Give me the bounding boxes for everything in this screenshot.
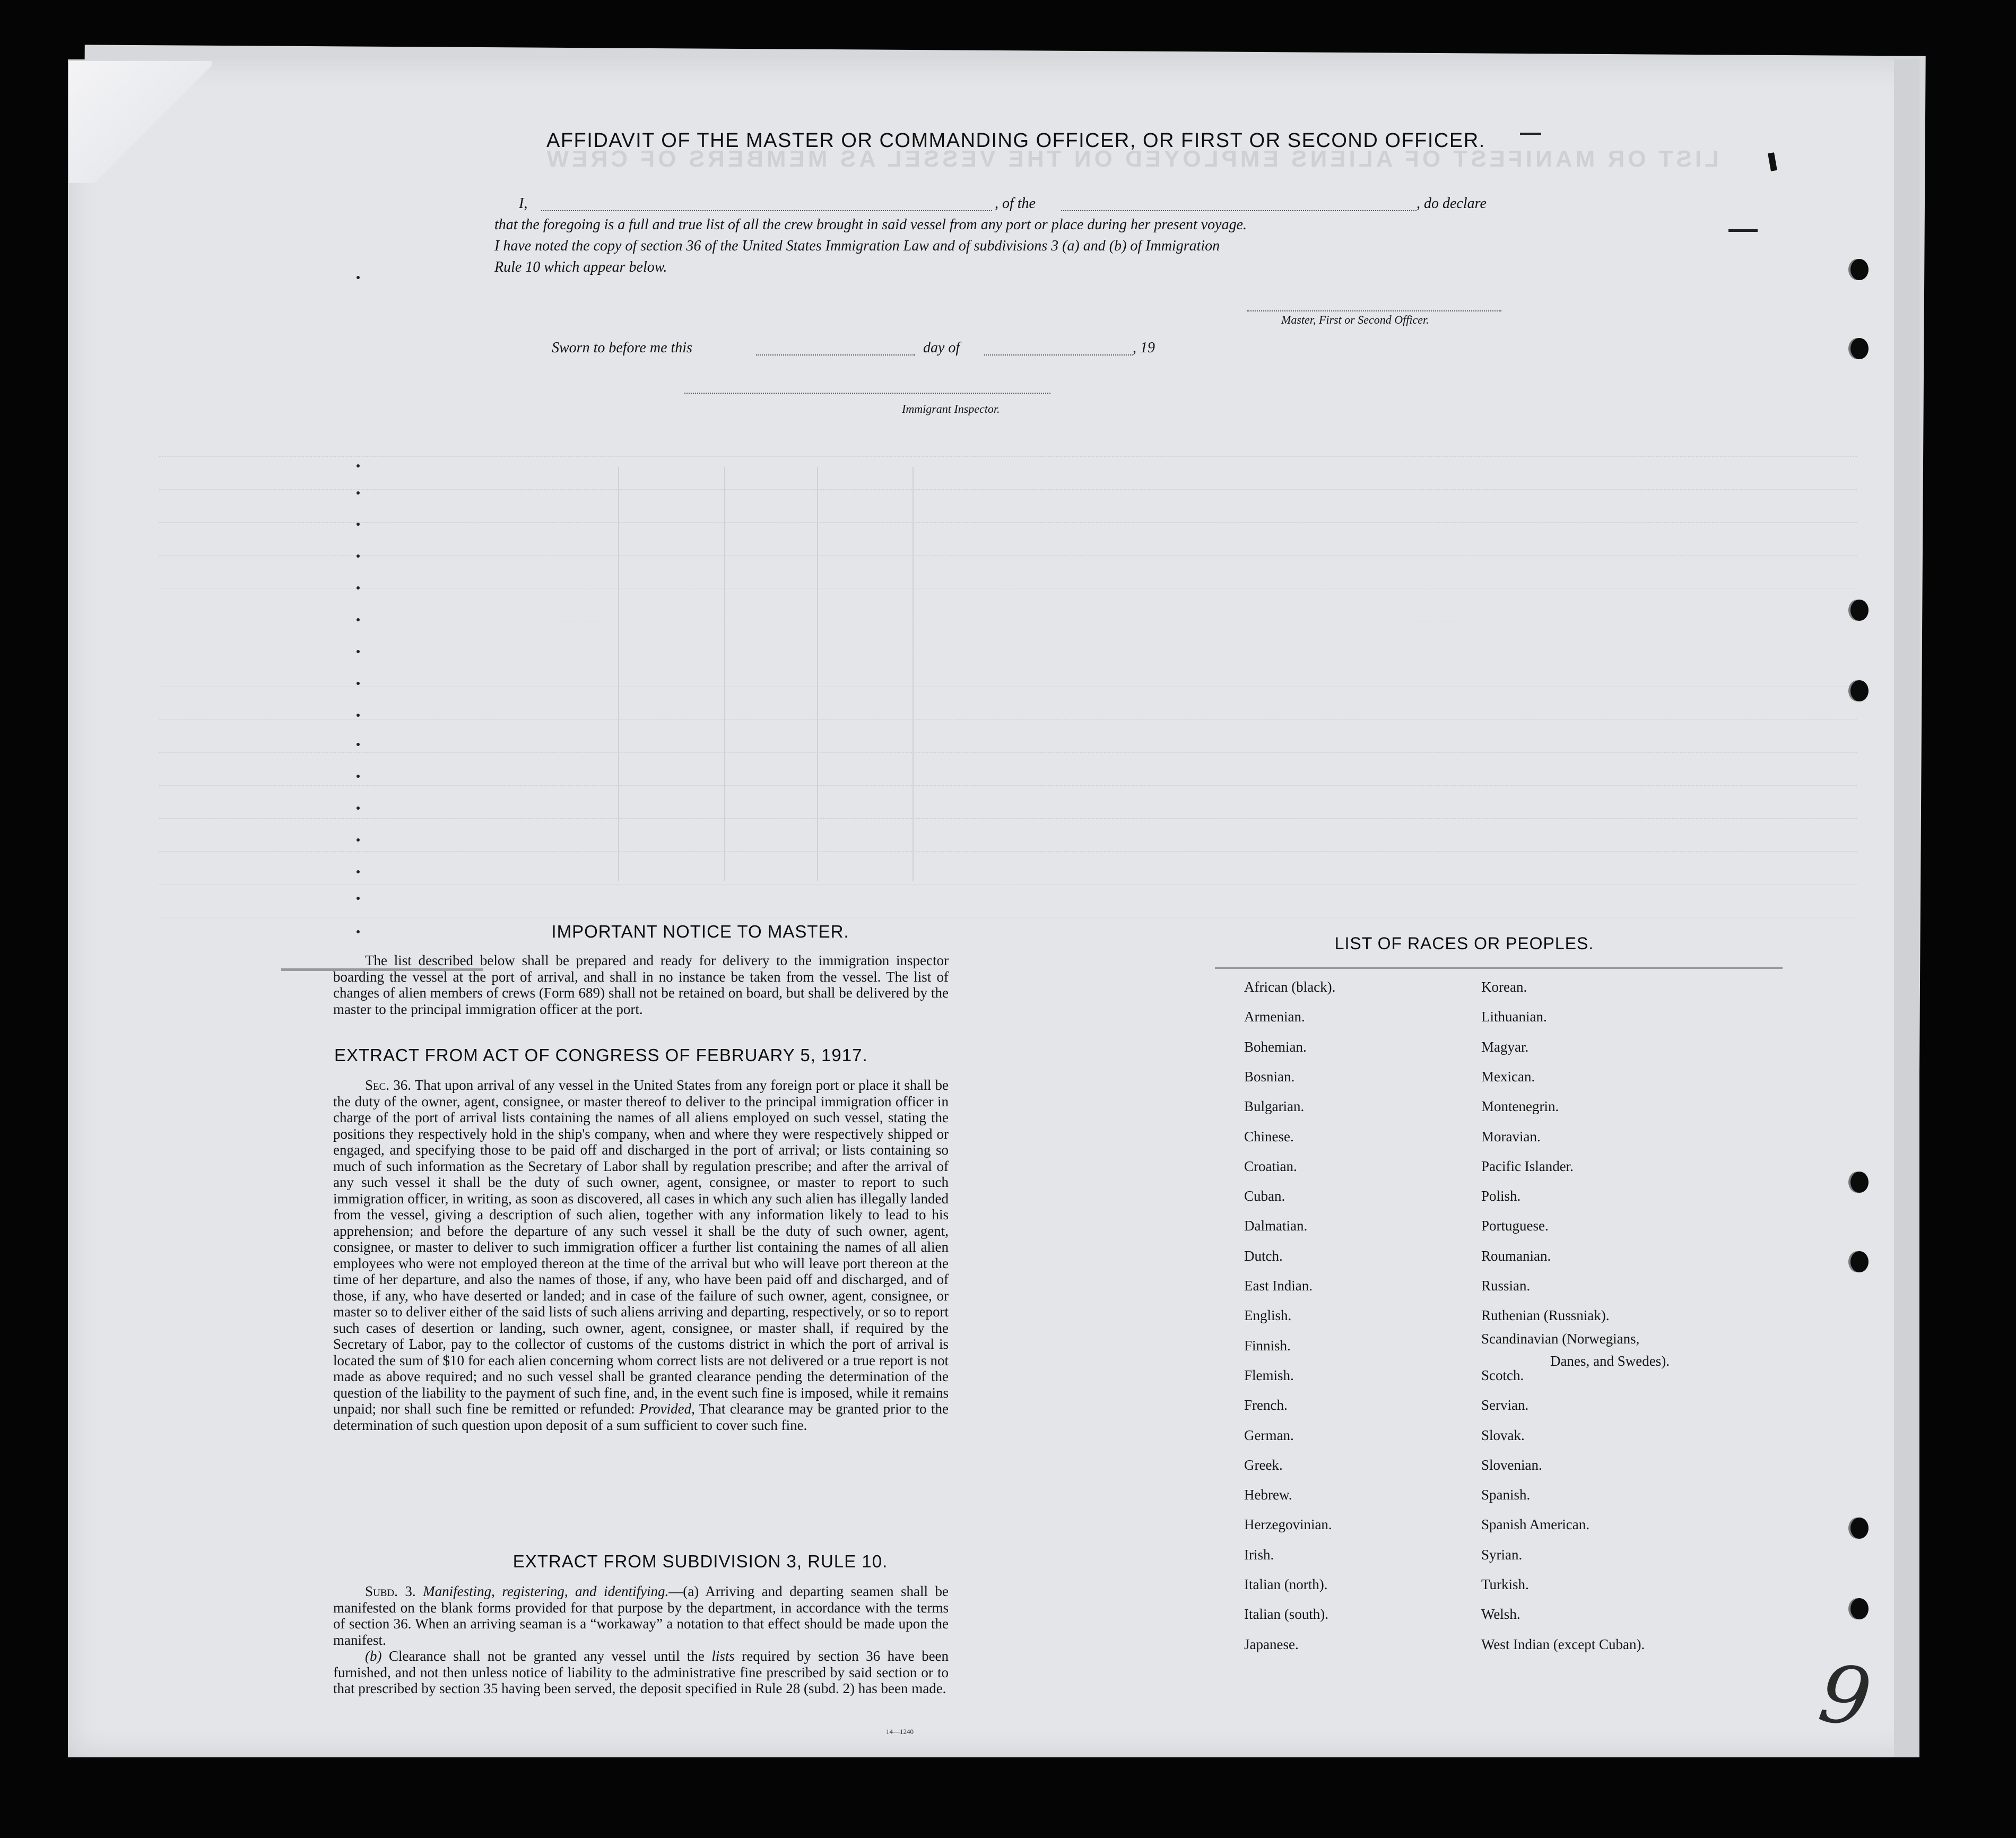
race-item: Ruthenian (Russniak). xyxy=(1481,1307,1610,1324)
bleed-through-column-line xyxy=(817,467,818,881)
race-item: Servian. xyxy=(1481,1397,1529,1414)
race-item: Russian. xyxy=(1481,1278,1531,1294)
affidavit-line1-i: I, xyxy=(519,195,528,212)
race-item: English. xyxy=(1244,1307,1292,1324)
form-code: 14—1240 xyxy=(886,1728,914,1736)
race-item: Irish. xyxy=(1244,1546,1274,1563)
race-item: Cuban. xyxy=(1244,1188,1285,1204)
race-item: Japanese. xyxy=(1244,1636,1299,1652)
race-item: Polish. xyxy=(1481,1188,1521,1204)
race-item: Greek. xyxy=(1244,1456,1283,1473)
subd-b-lists: lists xyxy=(711,1648,735,1664)
margin-dot xyxy=(357,870,360,873)
folded-corner xyxy=(69,61,212,183)
margin-dot xyxy=(357,807,360,810)
margin-dot xyxy=(357,586,360,589)
binder-hole xyxy=(1850,1172,1869,1193)
race-item: Moravian. xyxy=(1481,1128,1541,1145)
race-item: Scotch. xyxy=(1481,1367,1524,1383)
race-item: Dutch. xyxy=(1244,1247,1283,1264)
notice-text: The list described below shall be prepared and ready for delivery to the immigration inspector boarding the vessel at the port of arrival, and shall in no instance be taken from the vessel. The list of changes of alien members of crews (Form 689) shall not be retained on board, but shall be delivered by the master to the principal immigration officer at the port. xyxy=(333,952,949,1017)
race-item: Portuguese. xyxy=(1481,1218,1549,1234)
subd-label: Subd. 3. xyxy=(365,1583,416,1599)
pen-mark xyxy=(1520,133,1541,135)
binder-hole xyxy=(1850,600,1869,621)
margin-dot xyxy=(357,464,360,467)
affidavit-title: AFFIDAVIT OF THE MASTER OR COMMANDING OFFICER, OR FIRST OR SECOND OFFICER. xyxy=(546,129,1485,152)
race-item: Montenegrin. xyxy=(1481,1098,1559,1115)
race-item: Turkish. xyxy=(1481,1576,1529,1592)
affidavit-line3: I have noted the copy of section 36 of the United States Immigration Law and of subdivisions 3 (a) and (b) of Immigration xyxy=(494,238,1220,254)
rule-paragraph xyxy=(333,1583,949,1697)
sworn-text: Sworn to before me this xyxy=(552,340,692,356)
margin-dot xyxy=(357,650,360,653)
race-item: Syrian. xyxy=(1481,1546,1523,1563)
name-blank xyxy=(541,210,992,211)
affidavit-line1-of-the: , of the xyxy=(995,195,1036,212)
race-item: Dalmatian. xyxy=(1244,1218,1308,1234)
notice-paragraph xyxy=(333,952,949,1017)
race-item: Herzegovinian. xyxy=(1244,1516,1332,1533)
race-item: Magyar. xyxy=(1481,1038,1529,1055)
binder-hole xyxy=(1850,338,1869,359)
race-item-continuation: Danes, and Swedes). xyxy=(1550,1353,1670,1369)
race-item: French. xyxy=(1244,1397,1288,1414)
race-item: Slovenian. xyxy=(1481,1456,1542,1473)
act-heading: EXTRACT FROM ACT OF CONGRESS OF FEBRUARY 5, 1917. xyxy=(334,1045,868,1065)
margin-dot xyxy=(357,775,360,778)
inspector-blank xyxy=(684,393,1050,394)
bleed-through-header: LIST OR MANIFEST OF ALIENS EMPLOYED ON THE VESSEL AS MEMBERS OF CREW xyxy=(543,146,1719,172)
sec-label: Sec. 36. xyxy=(365,1077,411,1093)
act-text: That upon arrival of any vessel in the United States from any foreign port or place it shall be the duty of the owner, agent, consignee, or master thereof to deliver to the principal immigration officer in charge of the port of arrival lists containing the names of all aliens employed on such vessel, stating the positions they respectively hold in the ship's company, when and where they were respectively shipped or engaged, and specifying those to be paid off and discharged in the port of arrival; or lists containing so much of such information as the Secretary of Labor shall by regulation prescribe; and after the arrival of any such vessel it shall be the duty of such owner, agent, consignee, or master to report to such immigration officer, in writing, as soon as discovered, all cases in which any such alien has illegally landed from the vessel, giving a description of such alien, together with any information likely to lead to his apprehension; and before the departure of any such vessel it shall be the duty of such owner, agent, consignee, or master to deliver to such immigration officer a further list containing the names of all alien employees who were not employed thereon at the time of the arrival but who will leave port thereon at the time of her departure, and also the names of those, if any, who have been paid off and discharged, and of those, if any, who have deserted or landed; and in case of the failure of such owner, agent, consignee, or master so to deliver either of the said lists of such aliens arriving and departing, respectively, or so to report such cases of desertion or landing, such owner, agent, consignee, or master shall, if required by the Secretary of Labor, pay to the collector of customs of the customs district in which the port of arrival is located the sum of $10 for each alien concerning whom correct lists are not delivered or a true report is not made as above required; and no such vessel shall be granted clearance pending the determination of the question of the liability to the payment of such fine, and, in the event such fine is imposed, while it remains unpaid; nor shall such fine be remitted or refunded: xyxy=(333,1077,949,1417)
act-paragraph xyxy=(333,1077,949,1433)
margin-dot xyxy=(357,743,360,746)
subd-b-text-2: required by section 36 have been furnished, and not then unless notice of liability to the administrative fine prescribed by said section or to that prescribed by section 35 having been served, the deposit specified in Rule 28 (subd. 2) has been made. xyxy=(333,1648,949,1696)
subd-title: Manifesting, registering, and identifying. xyxy=(423,1583,669,1599)
race-item: Bulgarian. xyxy=(1244,1098,1305,1115)
races-title: LIST OF RACES OR PEOPLES. xyxy=(1334,934,1594,953)
race-item: Scandinavian (Norwegians, xyxy=(1481,1330,1640,1347)
race-item: Bohemian. xyxy=(1244,1038,1307,1055)
margin-dot xyxy=(357,714,360,717)
race-item: German. xyxy=(1244,1427,1294,1443)
binder-hole xyxy=(1850,259,1869,280)
binder-hole xyxy=(1850,1518,1869,1539)
margin-dot xyxy=(357,618,360,621)
race-item: Roumanian. xyxy=(1481,1247,1551,1264)
margin-dot xyxy=(357,897,360,900)
subd-b-text-1: Clearance shall not be granted any vessel until the xyxy=(388,1648,705,1664)
race-item: Welsh. xyxy=(1481,1606,1520,1623)
torn-line xyxy=(1215,967,1783,969)
margin-dot xyxy=(357,276,360,279)
margin-dot xyxy=(357,523,360,526)
race-item: Spanish. xyxy=(1481,1487,1531,1503)
signature-caption: Master, First or Second Officer. xyxy=(1281,313,1429,326)
binder-hole xyxy=(1850,1598,1869,1619)
race-item: Flemish. xyxy=(1244,1367,1294,1383)
ink-mark xyxy=(1728,229,1758,232)
race-item: Spanish American. xyxy=(1481,1516,1589,1533)
bleed-through-column-line xyxy=(618,467,619,881)
binder-hole xyxy=(1850,680,1869,701)
race-item: Croatian. xyxy=(1244,1158,1297,1174)
race-item: Chinese. xyxy=(1244,1128,1294,1145)
handwritten-page-number: 9 xyxy=(1813,1647,1877,1746)
notice-heading: IMPORTANT NOTICE TO MASTER. xyxy=(551,922,849,941)
margin-dot xyxy=(357,491,360,495)
race-item: Lithuanian. xyxy=(1481,1009,1547,1025)
act-text-end: That clearance may be granted prior to the determination of such question upon deposit of a sum sufficient to cover such fine. xyxy=(333,1401,949,1433)
race-item: Italian (south). xyxy=(1244,1606,1328,1623)
race-item: Pacific Islander. xyxy=(1481,1158,1574,1174)
sworn-month-blank xyxy=(984,354,1133,356)
subd-a-text: —(a) Arriving and departing seamen shall be manifested on the blank forms provided for that purpose by the department, in accordance with the terms of section 36. When an arriving seaman is a “workaway” a notation to that effect should be made upon the manifest. xyxy=(333,1583,949,1648)
affidavit-line4: Rule 10 which appear below. xyxy=(494,259,667,275)
rule-heading: EXTRACT FROM SUBDIVISION 3, RULE 10. xyxy=(512,1551,888,1571)
provided-word: Provided, xyxy=(639,1401,695,1417)
race-item: Finnish. xyxy=(1244,1337,1291,1354)
race-item: Mexican. xyxy=(1481,1068,1535,1085)
race-item: West Indian (except Cuban). xyxy=(1481,1636,1645,1652)
race-item: Armenian. xyxy=(1244,1009,1305,1025)
margin-dot xyxy=(357,838,360,842)
subd-b-label: (b) xyxy=(365,1648,382,1664)
margin-dot xyxy=(357,682,360,685)
inspector-caption: Immigrant Inspector. xyxy=(902,402,1000,415)
affidavit-line2: that the foregoing is a full and true list of all the crew brought in said vessel from any port or place during her present voyage. xyxy=(494,216,1247,233)
race-item: Korean. xyxy=(1481,979,1527,995)
race-item: East Indian. xyxy=(1244,1278,1313,1294)
page-edge-strip xyxy=(1894,59,1919,1757)
race-item: African (black). xyxy=(1244,979,1336,995)
race-item: Hebrew. xyxy=(1244,1487,1292,1503)
bleed-through-column-line xyxy=(913,467,914,881)
race-item: Italian (north). xyxy=(1244,1576,1328,1592)
affidavit-line1-do-declare: , do declare xyxy=(1417,195,1487,212)
signature-blank xyxy=(1247,310,1501,311)
race-item: Slovak. xyxy=(1481,1427,1525,1443)
bleed-through-column-line xyxy=(724,467,725,881)
race-item: Bosnian. xyxy=(1244,1068,1295,1085)
sworn-day-of: day of xyxy=(923,340,960,356)
sworn-year: , 19 xyxy=(1133,340,1155,356)
margin-dot xyxy=(357,554,360,558)
bleed-through-rows xyxy=(159,456,1857,987)
binder-hole xyxy=(1850,1251,1869,1272)
vessel-blank xyxy=(1061,210,1417,211)
sworn-day-blank xyxy=(756,354,915,356)
